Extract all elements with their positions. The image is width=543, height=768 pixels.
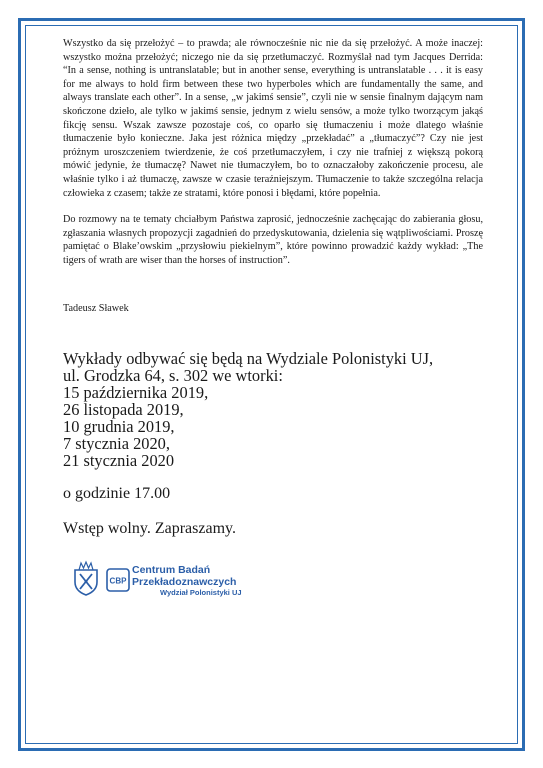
date-item: 10 grudnia 2019, <box>63 417 175 436</box>
cbp-logo-text <box>132 565 242 598</box>
lecture-info <box>63 350 433 469</box>
start-time: o godzinie 17.00 <box>63 485 171 502</box>
paragraph-1: Wszystko da się przełożyć – to prawda; ale równocześnie nic nie da się przełożyć. A może inaczej: wszystko można przełożyć; niczego nie da się przetłumaczyć. Rozmyślał nad tym Jacques Derrida: “In a sense, nothing is untranslatable; but in another sense, everything is untranslatable . . . it is easy for me always to hold firm between these two hyperboles which are fundamentally the same, and always translate each other”. In a sense, „w jakimś sensie”, czyli nie w sensie finalnym dającym nam skończone dzieło, ale tylko w jakimś sensie, jednym z wielu sensów, a może tylko tworzącym jakąś fikcję sensu. Wszak zawsze pozostaje coś, co oparło się tłumaczeniu i może dlatego właśnie tłumaczenie było konieczne. Jaka jest różnica między „przekładać” a „tłumaczyć”? Czy nie jest próżnym uroszczeniem twierdzenie, że coś przetłumaczyłem, i czy nie trafniej z większą pokorą mówić jedynie, że tłumaczę? Nawet nie tłumaczyłem, bo to oznaczałoby zakończenie procesu, ale właśnie tylko i aż tłumaczę, zawsze w czasie teraźniejszym. Tłumaczenie to także szczególna relacja człowieka z czasem; także ze stratami, które ponosi i błędami, które popełnia. <box>63 38 483 199</box>
venue-line: Wykłady odbywać się będą na Wydziale Polonistyki UJ, <box>63 349 434 368</box>
date-item: 7 stycznia 2020, <box>63 434 170 453</box>
author-name: Tadeusz Sławek <box>63 303 129 314</box>
uj-crest-icon <box>72 560 100 596</box>
intro-text <box>63 37 483 268</box>
date-item: 15 października 2019, <box>63 383 209 402</box>
address-line: ul. Grodzka 64, s. 302 we wtorki: <box>63 366 283 385</box>
date-item: 26 listopada 2019, <box>63 400 184 419</box>
cbp-logo-icon <box>106 568 130 592</box>
cbp-mark-text: CBP <box>109 576 127 586</box>
date-item: 21 stycznia 2020 <box>63 451 175 470</box>
paragraph-2: Do rozmowy na te tematy chciałbym Państwa zaprosić, jednocześnie zachęcając do zabierania głosu, zgłaszania własnych propozycji zagadnień do przedyskutowania, dzielenia się wątpliwościami. Proszę pamiętać o Blake’owskim „przysłowiu piekielnym”, które powinno prowadzić każdy wykład: „The tigers of wrath are wiser than the horses of instruction”. <box>63 214 483 266</box>
entry-note: Wstęp wolny. Zapraszamy. <box>63 520 236 537</box>
logo-subtitle: Wydział Polonistyki UJ <box>160 588 242 597</box>
logo-line-2: Przekładoznawczych <box>132 575 237 588</box>
logo-line-1: Centrum Badań <box>132 564 211 576</box>
